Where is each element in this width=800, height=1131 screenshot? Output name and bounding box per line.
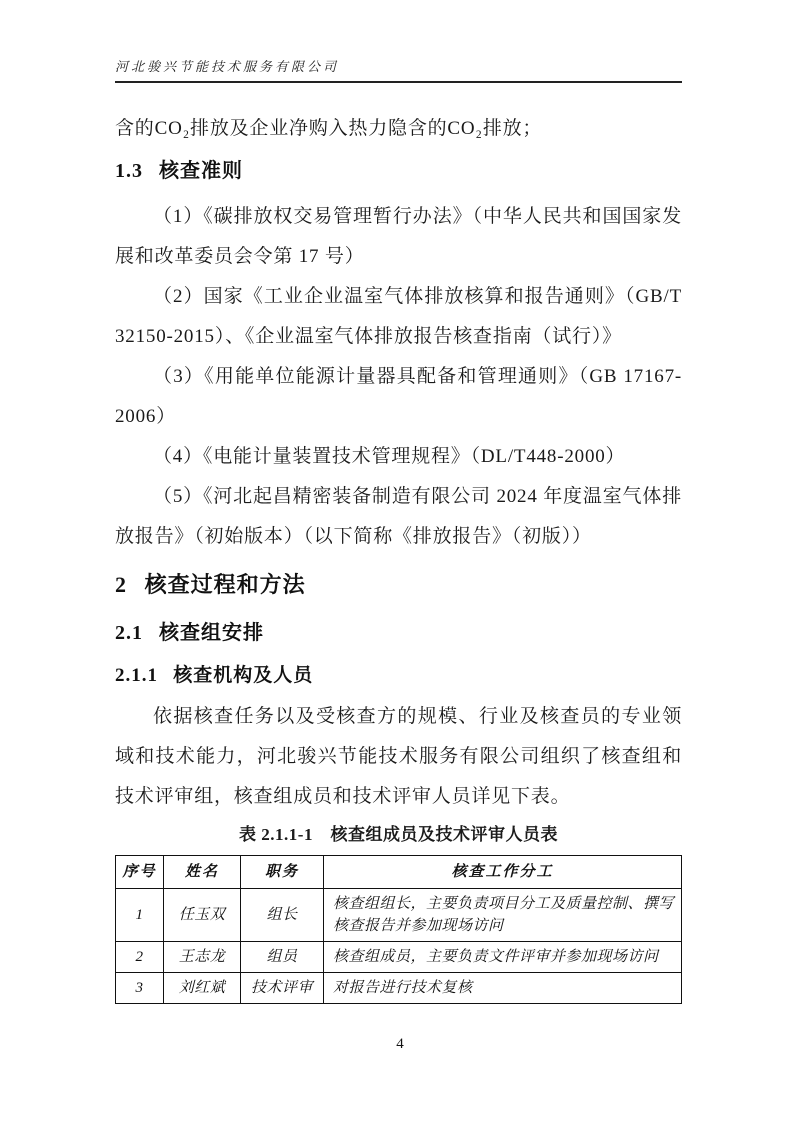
criteria-item: （1）《碳排放权交易管理暂行办法》（中华人民共和国国家发展和改革委员会令第 17 号）	[115, 206, 682, 267]
section-number: 1.3	[115, 160, 143, 182]
cell-duty: 对报告进行技术复核	[324, 973, 682, 1004]
table-header-row	[116, 856, 682, 889]
section-number: 2.1.1	[115, 665, 158, 686]
section-title: 核查组安排	[159, 622, 264, 644]
section-number: 2	[115, 572, 127, 597]
section-title: 核查机构及人员	[173, 665, 314, 686]
criteria-item: （3）《用能单位能源计量器具配备和管理通则》（GB 17167-2006）	[115, 366, 682, 427]
criteria-item: （4）《电能计量装置技术管理规程》（DL/T448-2000）	[153, 446, 626, 467]
continuation-paragraph: 含的CO₂排放及企业净购入热力隐含的CO₂排放；	[115, 118, 543, 139]
section-heading-2	[115, 569, 682, 601]
header-company-name: 河北骏兴节能技术服务有限公司	[115, 59, 340, 74]
criteria-item: （5）《河北起昌精密装备制造有限公司 2024 年度温室气体排放报告》（初始版本）（以下简称《排放报告》（初版））	[115, 486, 682, 547]
section-heading-2-1-1	[115, 663, 682, 689]
table-caption: 表 2.1.1-1 核查组成员及技术评审人员表	[239, 825, 558, 844]
table-header-cell: 序号	[116, 856, 164, 889]
section-title: 核查准则	[159, 160, 243, 182]
criteria-item: （2）国家《工业企业温室气体排放核算和报告通则》（GB/T 32150-2015）、《企业温室气体排放报告核查指南（试行）》	[115, 286, 682, 347]
criteria-list	[115, 197, 682, 557]
table-row	[116, 889, 682, 942]
table-body	[116, 889, 682, 1004]
cell-duty: 核查组组长，主要负责项目分工及质量控制、撰写核查报告并参加现场访问	[324, 889, 682, 942]
cell-index: 3	[116, 973, 164, 1004]
team-table	[115, 855, 682, 1004]
cell-name: 王志龙	[164, 942, 241, 973]
running-header	[115, 0, 682, 83]
cell-name: 刘红斌	[164, 973, 241, 1004]
section-number: 2.1	[115, 622, 143, 644]
cell-duty: 核查组成员，主要负责文件评审并参加现场访问	[324, 942, 682, 973]
cell-index: 1	[116, 889, 164, 942]
team-intro-paragraph: 依据核查任务以及受核查方的规模、行业及核查员的专业领域和技术能力，河北骏兴节能技术服务有限公司组织了核查组和技术评审组，核查组成员和技术评审人员详见下表。	[115, 706, 682, 807]
cell-index: 2	[116, 942, 164, 973]
table-header-cell: 职务	[241, 856, 324, 889]
section-heading-2-1	[115, 619, 682, 647]
section-heading-1-3	[115, 157, 682, 185]
table-header-cell: 核查工作分工	[324, 856, 682, 889]
cell-role: 组长	[241, 889, 324, 942]
section-title: 核查过程和方法	[144, 572, 306, 597]
table-row	[116, 973, 682, 1004]
cell-role: 技术评审	[241, 973, 324, 1004]
cell-name: 任玉双	[164, 889, 241, 942]
page-number: 4	[396, 1036, 404, 1052]
cell-role: 组员	[241, 942, 324, 973]
table-row	[116, 942, 682, 973]
table-header-cell: 姓名	[164, 856, 241, 889]
